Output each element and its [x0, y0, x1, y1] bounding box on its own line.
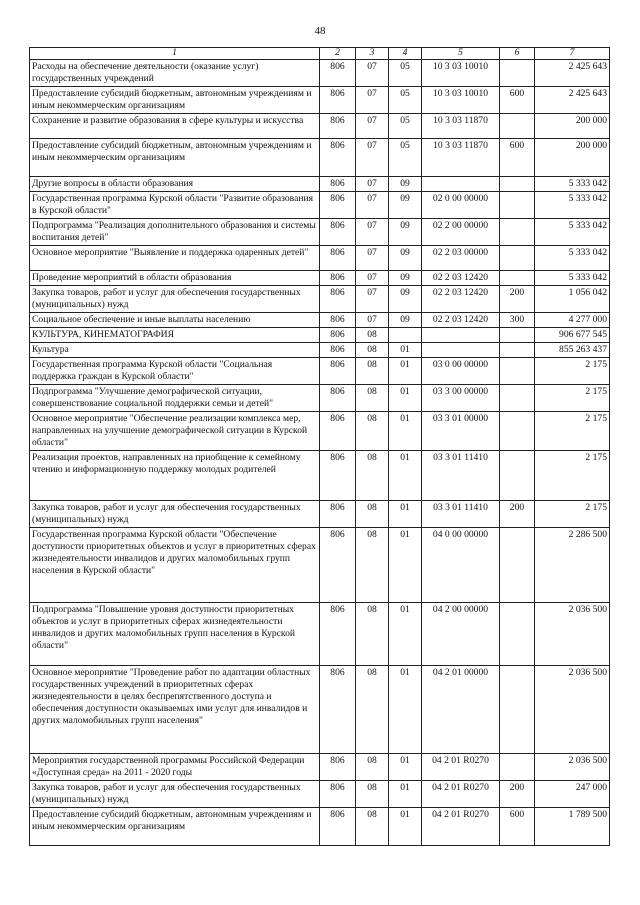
- row-subsection-cell: 01: [389, 808, 422, 846]
- row-amount-cell: 2 175: [535, 358, 610, 385]
- row-code-cell: 806: [320, 501, 356, 528]
- table-row: [30, 451, 610, 501]
- row-name-cell: Социальное обеспечение и иные выплаты населению: [30, 313, 320, 328]
- row-section-cell: 07: [356, 114, 389, 139]
- column-header: 2: [320, 48, 356, 60]
- row-amount-cell: 2 425 643: [535, 87, 610, 114]
- row-name-cell: Закупка товаров, работ и услуг для обеспечения государственных (муниципальных) нужд: [30, 501, 320, 528]
- row-expense-type-cell: 200: [500, 781, 535, 808]
- row-section-cell: 08: [356, 781, 389, 808]
- row-target-article-cell: 04 2 00 00000: [422, 603, 500, 666]
- row-expense-type-cell: 300: [500, 313, 535, 328]
- table-row: [30, 177, 610, 192]
- row-target-article-cell: 02 2 03 12420: [422, 286, 500, 313]
- row-code-cell: 806: [320, 603, 356, 666]
- table-row: [30, 328, 610, 343]
- row-code-cell: 806: [320, 451, 356, 501]
- row-subsection-cell: 01: [389, 343, 422, 358]
- table-row: [30, 385, 610, 412]
- row-section-cell: 07: [356, 246, 389, 271]
- column-header: 4: [389, 48, 422, 60]
- row-subsection-cell: 01: [389, 666, 422, 754]
- row-section-cell: 08: [356, 328, 389, 343]
- row-expense-type-cell: [500, 603, 535, 666]
- row-amount-cell: 906 677 545: [535, 328, 610, 343]
- row-amount-cell: 200 000: [535, 139, 610, 177]
- table-row: [30, 87, 610, 114]
- row-name-cell: Основное мероприятие "Выявление и поддержка одаренных детей": [30, 246, 320, 271]
- row-section-cell: 07: [356, 87, 389, 114]
- row-section-cell: 07: [356, 139, 389, 177]
- column-header: 1: [30, 48, 320, 60]
- row-code-cell: 806: [320, 271, 356, 286]
- row-amount-cell: 5 333 042: [535, 192, 610, 219]
- row-amount-cell: 855 263 437: [535, 343, 610, 358]
- row-subsection-cell: 09: [389, 177, 422, 192]
- row-expense-type-cell: [500, 328, 535, 343]
- row-name-cell: Подпрограмма "Улучшение демографической ситуации, совершенствование социальной поддержки семьи и детей": [30, 385, 320, 412]
- row-expense-type-cell: 200: [500, 501, 535, 528]
- row-name-cell: Сохранение и развитие образования в сфере культуры и искусства: [30, 114, 320, 139]
- row-target-article-cell: 04 2 01 00000: [422, 666, 500, 754]
- row-code-cell: 806: [320, 139, 356, 177]
- table-row: [30, 343, 610, 358]
- row-target-article-cell: [422, 343, 500, 358]
- row-name-cell: Подпрограмма "Повышение уровня доступности приоритетных объектов и услуг в приоритетных сферах жизнедеятельности инвалидов и других маломобильных групп населения в Курской области": [30, 603, 320, 666]
- row-section-cell: 07: [356, 60, 389, 87]
- row-target-article-cell: [422, 328, 500, 343]
- row-name-cell: Расходы на обеспечение деятельности (оказание услуг) государственных учреждений: [30, 60, 320, 87]
- row-amount-cell: 5 333 042: [535, 271, 610, 286]
- row-target-article-cell: 03 3 00 00000: [422, 385, 500, 412]
- row-subsection-cell: 09: [389, 313, 422, 328]
- row-target-article-cell: 04 2 01 R0270: [422, 781, 500, 808]
- row-subsection-cell: 01: [389, 412, 422, 451]
- row-subsection-cell: 01: [389, 528, 422, 603]
- row-amount-cell: 2 286 500: [535, 528, 610, 603]
- row-name-cell: Закупка товаров, работ и услуг для обеспечения государственных (муниципальных) нужд: [30, 286, 320, 313]
- row-name-cell: Государственная программа Курской области "Социальная поддержка граждан в Курской области": [30, 358, 320, 385]
- row-section-cell: 08: [356, 754, 389, 781]
- row-amount-cell: 200 000: [535, 114, 610, 139]
- row-code-cell: 806: [320, 246, 356, 271]
- row-section-cell: 07: [356, 219, 389, 246]
- row-name-cell: Государственная программа Курской области "Обеспечение доступности приоритетных объектов и услуг в приоритетных сферах жизнедеятельности инвалидов и других маломобильных групп населения в Курской области": [30, 528, 320, 603]
- row-code-cell: 806: [320, 343, 356, 358]
- row-expense-type-cell: [500, 451, 535, 501]
- row-name-cell: Проведение мероприятий в области образования: [30, 271, 320, 286]
- page-number: 48: [314, 25, 326, 37]
- row-subsection-cell: 09: [389, 286, 422, 313]
- table-row: [30, 528, 610, 603]
- table-row: [30, 781, 610, 808]
- budget-table: [29, 47, 610, 846]
- row-subsection-cell: [389, 328, 422, 343]
- row-amount-cell: 247 000: [535, 781, 610, 808]
- table-row: [30, 313, 610, 328]
- row-section-cell: 07: [356, 313, 389, 328]
- row-code-cell: 806: [320, 754, 356, 781]
- row-section-cell: 07: [356, 286, 389, 313]
- row-section-cell: 08: [356, 528, 389, 603]
- row-target-article-cell: 02 0 00 00000: [422, 192, 500, 219]
- row-code-cell: 806: [320, 114, 356, 139]
- row-subsection-cell: 09: [389, 246, 422, 271]
- table-row: [30, 501, 610, 528]
- row-subsection-cell: 09: [389, 219, 422, 246]
- row-amount-cell: 5 333 042: [535, 219, 610, 246]
- row-name-cell: Культура: [30, 343, 320, 358]
- column-header: 6: [500, 48, 535, 60]
- row-amount-cell: 2 175: [535, 501, 610, 528]
- row-expense-type-cell: [500, 412, 535, 451]
- row-code-cell: 806: [320, 219, 356, 246]
- row-amount-cell: 2 175: [535, 385, 610, 412]
- row-section-cell: 08: [356, 501, 389, 528]
- row-code-cell: 806: [320, 358, 356, 385]
- row-name-cell: КУЛЬТУРА, КИНЕМАТОГРАФИЯ: [30, 328, 320, 343]
- row-name-cell: Предоставление субсидий бюджетным, автономным учреждениям и иным некоммерческим организациям: [30, 87, 320, 114]
- row-target-article-cell: [422, 177, 500, 192]
- row-name-cell: Подпрограмма "Реализация дополнительного образования и системы воспитания детей": [30, 219, 320, 246]
- column-header: 5: [422, 48, 500, 60]
- row-section-cell: 08: [356, 451, 389, 501]
- row-expense-type-cell: [500, 754, 535, 781]
- row-amount-cell: 1 789 500: [535, 808, 610, 846]
- row-code-cell: 806: [320, 60, 356, 87]
- row-code-cell: 806: [320, 192, 356, 219]
- row-target-article-cell: 03 3 01 11410: [422, 451, 500, 501]
- row-amount-cell: 4 277 000: [535, 313, 610, 328]
- row-expense-type-cell: [500, 177, 535, 192]
- row-expense-type-cell: [500, 358, 535, 385]
- row-section-cell: 07: [356, 177, 389, 192]
- row-subsection-cell: 01: [389, 501, 422, 528]
- row-name-cell: Другие вопросы в области образования: [30, 177, 320, 192]
- row-code-cell: 806: [320, 666, 356, 754]
- row-target-article-cell: 03 0 00 00000: [422, 358, 500, 385]
- row-code-cell: 806: [320, 286, 356, 313]
- row-section-cell: 08: [356, 385, 389, 412]
- row-target-article-cell: 04 2 01 R0270: [422, 808, 500, 846]
- row-section-cell: 08: [356, 358, 389, 385]
- table-row: [30, 412, 610, 451]
- table-row: [30, 754, 610, 781]
- row-amount-cell: 5 333 042: [535, 246, 610, 271]
- row-code-cell: 806: [320, 177, 356, 192]
- table-row: [30, 246, 610, 271]
- row-amount-cell: 2 036 500: [535, 754, 610, 781]
- row-expense-type-cell: 200: [500, 286, 535, 313]
- row-subsection-cell: 09: [389, 271, 422, 286]
- row-target-article-cell: 02 2 00 00000: [422, 219, 500, 246]
- row-section-cell: 08: [356, 343, 389, 358]
- row-subsection-cell: 01: [389, 603, 422, 666]
- row-code-cell: 806: [320, 412, 356, 451]
- row-section-cell: 07: [356, 271, 389, 286]
- table-row: [30, 666, 610, 754]
- row-target-article-cell: 02 2 03 00000: [422, 246, 500, 271]
- row-target-article-cell: 03 3 01 11410: [422, 501, 500, 528]
- row-name-cell: Основное мероприятие "Обеспечение реализации комплекса мер, направленных на улучшение демографической ситуации в Курской области": [30, 412, 320, 451]
- table-row: [30, 358, 610, 385]
- column-header: 7: [535, 48, 610, 60]
- row-section-cell: 08: [356, 603, 389, 666]
- row-target-article-cell: 02 2 03 12420: [422, 271, 500, 286]
- row-name-cell: Предоставление субсидий бюджетным, автономным учреждениям и иным некоммерческим организациям: [30, 808, 320, 846]
- row-target-article-cell: 04 2 01 R0270: [422, 754, 500, 781]
- row-subsection-cell: 05: [389, 114, 422, 139]
- table-row: [30, 603, 610, 666]
- column-header: 3: [356, 48, 389, 60]
- row-subsection-cell: 01: [389, 358, 422, 385]
- row-subsection-cell: 09: [389, 192, 422, 219]
- row-expense-type-cell: [500, 528, 535, 603]
- row-amount-cell: 2 175: [535, 412, 610, 451]
- row-target-article-cell: 10 3 03 11870: [422, 114, 500, 139]
- row-expense-type-cell: [500, 343, 535, 358]
- row-expense-type-cell: [500, 246, 535, 271]
- row-amount-cell: 2 036 500: [535, 666, 610, 754]
- row-expense-type-cell: [500, 666, 535, 754]
- row-expense-type-cell: [500, 114, 535, 139]
- row-expense-type-cell: [500, 219, 535, 246]
- row-section-cell: 08: [356, 666, 389, 754]
- table-row: [30, 114, 610, 139]
- table-header-row: [30, 48, 610, 60]
- row-subsection-cell: 05: [389, 87, 422, 114]
- row-code-cell: 806: [320, 87, 356, 114]
- table-row: [30, 60, 610, 87]
- row-target-article-cell: 10 3 03 11870: [422, 139, 500, 177]
- row-name-cell: Мероприятия государственной программы Российской Федерации «Доступная среда» на 2011 - 2020 годы: [30, 754, 320, 781]
- row-expense-type-cell: [500, 192, 535, 219]
- row-target-article-cell: 10 3 03 10010: [422, 87, 500, 114]
- table-row: [30, 286, 610, 313]
- row-section-cell: 07: [356, 192, 389, 219]
- row-amount-cell: 1 056 042: [535, 286, 610, 313]
- row-amount-cell: 5 333 042: [535, 177, 610, 192]
- row-subsection-cell: 05: [389, 139, 422, 177]
- row-name-cell: Реализация проектов, направленных на приобщение к семейному чтению и информационную поддержку молодых родителей: [30, 451, 320, 501]
- row-code-cell: 806: [320, 385, 356, 412]
- row-amount-cell: 2 036 500: [535, 603, 610, 666]
- table-row: [30, 139, 610, 177]
- row-expense-type-cell: 600: [500, 808, 535, 846]
- row-expense-type-cell: [500, 60, 535, 87]
- row-code-cell: 806: [320, 808, 356, 846]
- row-subsection-cell: 01: [389, 385, 422, 412]
- row-code-cell: 806: [320, 328, 356, 343]
- table-row: [30, 808, 610, 846]
- row-subsection-cell: 01: [389, 754, 422, 781]
- row-target-article-cell: 04 0 00 00000: [422, 528, 500, 603]
- table-row: [30, 219, 610, 246]
- row-section-cell: 08: [356, 808, 389, 846]
- row-expense-type-cell: 600: [500, 139, 535, 177]
- row-subsection-cell: 05: [389, 60, 422, 87]
- row-code-cell: 806: [320, 528, 356, 603]
- row-name-cell: Предоставление субсидий бюджетным, автономным учреждениям и иным некоммерческим организациям: [30, 139, 320, 177]
- table-row: [30, 271, 610, 286]
- row-amount-cell: 2 425 643: [535, 60, 610, 87]
- row-code-cell: 806: [320, 781, 356, 808]
- row-name-cell: Закупка товаров, работ и услуг для обеспечения государственных (муниципальных) нужд: [30, 781, 320, 808]
- table-row: [30, 192, 610, 219]
- row-subsection-cell: 01: [389, 451, 422, 501]
- row-name-cell: Основное мероприятие "Проведение работ по адаптации областных государственных учреждений в приоритетных сферах жизнедеятельности в целях беспрепятственного доступа и обеспечения доступности оказываемых ими услуг для инвалидов и других маломобильных групп населения": [30, 666, 320, 754]
- row-expense-type-cell: [500, 385, 535, 412]
- row-section-cell: 08: [356, 412, 389, 451]
- row-expense-type-cell: [500, 271, 535, 286]
- row-target-article-cell: 03 3 01 00000: [422, 412, 500, 451]
- row-name-cell: Государственная программа Курской области "Развитие образования в Курской области": [30, 192, 320, 219]
- row-target-article-cell: 02 2 03 12420: [422, 313, 500, 328]
- row-code-cell: 806: [320, 313, 356, 328]
- row-target-article-cell: 10 3 03 10010: [422, 60, 500, 87]
- row-subsection-cell: 01: [389, 781, 422, 808]
- row-amount-cell: 2 175: [535, 451, 610, 501]
- row-expense-type-cell: 600: [500, 87, 535, 114]
